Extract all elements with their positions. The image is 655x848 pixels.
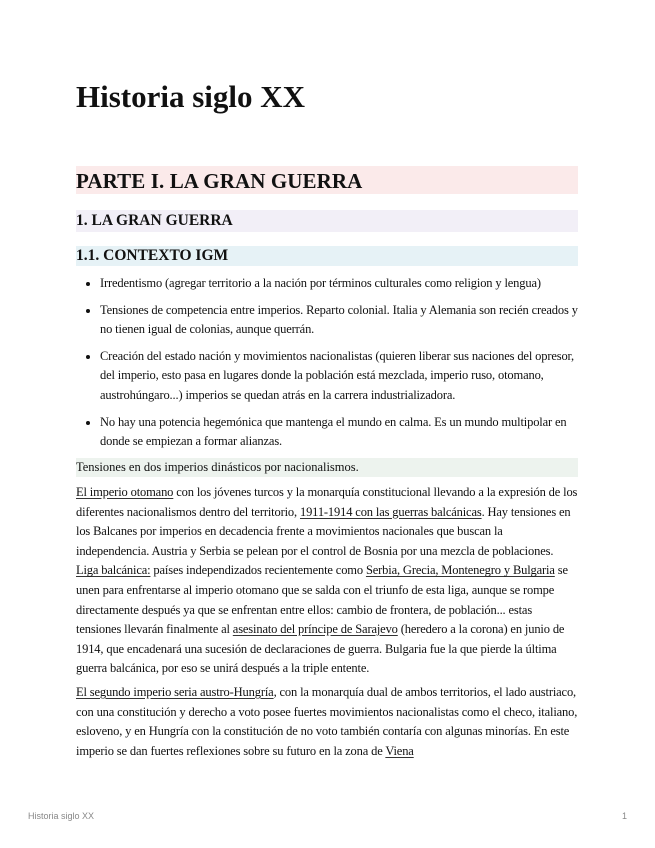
part-heading: PARTE I. LA GRAN GUERRA: [76, 166, 578, 194]
paragraph-text: con los jóvenes turcos y la monarquía constitucional llevando a la expresión de los diferentes nacionalismos dentro del territorio,: [76, 485, 578, 519]
bullet-item-tensiones: • Tensiones de competencia entre imperios. Reparto colonial. Italia y Alemania son recién creados y no tienen igual de colonias, aunque querrán.: [100, 301, 578, 340]
paragraph-text: se unen para enfrentarse al imperio otomano que se salda con el triunfo de esta liga, aunque se rompe directamente después ya que se enfrentan entre ellos: cambio de frontera, de población... estas tensiones llevarán finalmente al: [76, 563, 568, 637]
context-bullet-list: [76, 274, 578, 459]
bullet-item-irredentismo: • Irredentismo (agregar territorio a la nación por términos culturales como religion y lengua): [100, 274, 578, 294]
document-title: Historia siglo XX: [76, 79, 306, 114]
section-heading: 1. LA GRAN GUERRA: [76, 210, 578, 232]
paragraph-text: países independizados recientemente como: [150, 563, 366, 578]
paragraph-imperio-otomano: [76, 483, 578, 679]
link-liga-balcanica[interactable]: Liga balcánica:: [76, 563, 151, 578]
paragraph-austro-hungria: [76, 683, 578, 761]
link-viena[interactable]: Viena: [385, 743, 414, 758]
link-austro-hungria[interactable]: El segundo imperio seria austro-Hungría: [76, 685, 274, 699]
paragraph-text: . Hay tensiones en los Balcanes por imperios en decadencia frente a movimientos nacionales que buscan la independencia. Austria y Serbia se pelean por el control de Bosnia por una mezcla de poblaciones.: [76, 504, 571, 558]
bullet-item-potencia: • No hay una potencia hegemónica que mantenga el mundo en calma. Es un mundo multipolar en donde se empiezan a formar alianzas.: [100, 413, 578, 452]
paragraph-text: (heredero a la corona) en junio de 1914, que encadenará una sucesión de declaraciones de guerra. Bulgaria fue la que pierde la última guerra balcánica, por eso se unirá después a la triple entente.: [76, 622, 565, 676]
link-paises-liga[interactable]: Serbia, Grecia, Montenegro y Bulgaria: [365, 563, 555, 578]
highlight-note: Tensiones en dos imperios dinásticos por nacionalismos.: [76, 458, 578, 477]
footer-document-title: Historia siglo XX: [28, 811, 95, 821]
link-asesinato-sarajevo[interactable]: asesinato del príncipe de Sarajevo: [232, 622, 398, 637]
subsection-heading: 1.1. CONTEXTO IGM: [76, 246, 578, 266]
paragraph-text: , con la monarquía dual de ambos territorios, el lado austriaco, con una constitución y derecho a voto posee fuertes movimientos nacionalistas como el checo, italiano, esloveno, y en Hungría con la constitución de no voto también contaría con algunas minorías. En este imperio se dan fuertes reflexiones sobre su futuro en la zona de: [76, 685, 578, 758]
bullet-item-estado-nacion: • Creación del estado nación y movimientos nacionalistas (quieren liberar sus naciones del opresor, del imperio, esto pasa en lugares donde la población está mezclada, imperio ruso, otomano, austrohúngaro...) imperios se quedan atrás en la carrera industrializadora.: [100, 347, 578, 406]
footer-page-number: 1: [621, 811, 627, 821]
link-guerras-balcanicas[interactable]: 1911-1914 con las guerras balcánicas: [299, 504, 482, 519]
link-imperio-otomano[interactable]: El imperio otomano: [76, 485, 174, 499]
